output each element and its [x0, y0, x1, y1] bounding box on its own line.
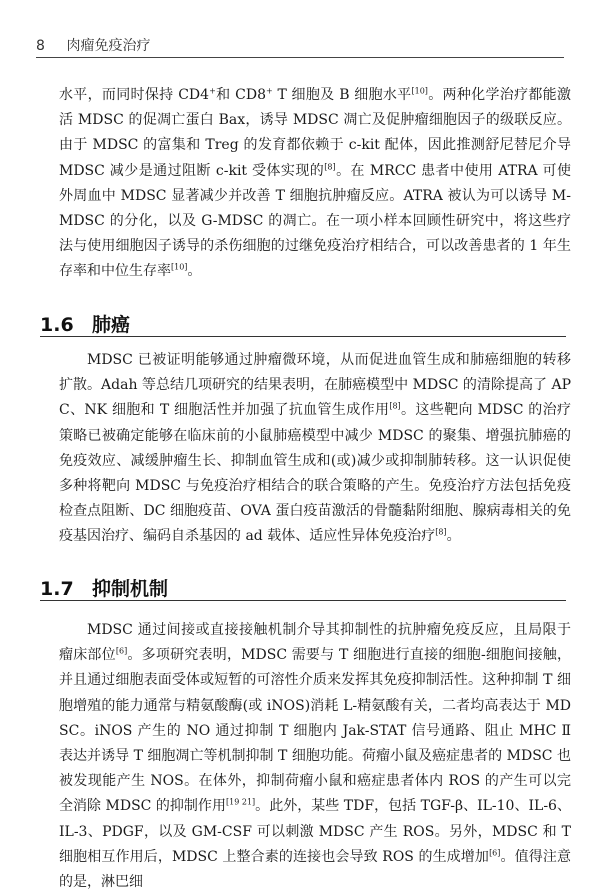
citation-superscript: [8]: [435, 527, 447, 537]
section-number: 1.7: [40, 578, 74, 600]
text-run: T 细胞及 B 细胞水平: [272, 87, 412, 103]
header-divider: [36, 57, 564, 58]
text-run: MDSC 已被证明能够通过肿瘤微环境，从而促进血管生成和肺癌细胞的转移扩散。Adah 等总结几项研究的结果表明，在肺癌模型中 MDSC 的清除提高了 APC、NK 细胞和 T 细胞活性并加强了抗血管生成作用: [59, 352, 571, 419]
section-number: 1.6: [40, 314, 74, 336]
text-run: 。多项研究表明，MDSC 需要与 T 细胞进行直接的细胞-细胞间接触，并且通过细胞表面受体或短暂的可溶性介质来发挥其免疫抑制活性。这种抑制 T 细胞增殖的能力通常与精氨酸酶(或 iNOS)消耗 L-精氨酸有关，二者均高表达于 MDSC。iNOS 产生的 NO 通过抑制 T 细胞内 Jak-STAT 信号通路、阻止 MHC Ⅱ 表达并诱导 T 细胞凋亡等机制抑制 T 细胞功能。荷瘤小鼠及癌症患者的 MDSC 也被发现能产生 NOS。在体外，抑制荷瘤小鼠和癌症患者体内 ROS 的产生可以完全消除 MDSC 的抑制作用: [59, 647, 572, 815]
citation-superscript: +: [209, 86, 216, 96]
book-title: 肉瘤免疫治疗: [66, 38, 151, 54]
section-heading: [40, 574, 560, 601]
citation-superscript: [10]: [171, 262, 188, 272]
section-heading: [40, 310, 560, 337]
citation-superscript: [6]: [115, 646, 128, 656]
citation-superscript: +: [265, 86, 273, 96]
citation-superscript: [8]: [389, 401, 401, 411]
section-divider: [40, 336, 566, 337]
text-run: 。值得注意的是，淋巴细: [59, 848, 572, 891]
text-run: 。两种化学治疗都能激活 MDSC 的促凋亡蛋白 Bax，诱导 MDSC 凋亡及促肿瘤细胞因子的级联反应。由于 MDSC 的富集和 Treg 的发育都依赖于 c-kit 配体，因此推测舒尼替尼介导 MDSC 减少是通过阻断 c-kit 受体实现的: [59, 87, 571, 179]
page-number: 8: [36, 38, 45, 54]
citation-superscript: [8]: [324, 161, 336, 171]
text-run: 水平，而同时保持 CD4: [59, 87, 210, 103]
citation-superscript: [19 21]: [225, 797, 256, 807]
citation-superscript: [6]: [489, 848, 501, 858]
section-title: 抑制机制: [92, 578, 169, 600]
text-run: 。此外，某些 TDF，包括 TGF-β、IL-10、IL-6、IL-3、PDGF，以及 GM-CSF 可以刺激 MDSC 产生 ROS。另外，MDSC 和 T 细胞相互作用后，MDSC 上整合素的连接也会导致 ROS 的生成增加: [59, 798, 571, 865]
text-run: 。在 MRCC 患者中使用 ATRA 可使外周血中 MDSC 显著减少并改善 T 细胞抗肿瘤反应。ATRA 被认为可以诱导 M-MDSC 的分化，以及 G-MDSC 的凋亡。在一项小样本回顾性研究中，将这些疗法与使用细胞因子诱导的杀伤细胞的过继免疫治疗相结合，可以改善患者的 1 年生存率和中位生存率: [59, 162, 572, 280]
text-run: MDSC 通过间接或直接接触机制介导其抑制性的抗肿瘤免疫反应，且局限于瘤床部位: [59, 622, 571, 664]
body-paragraph: [59, 83, 571, 283]
text-run: 和 CD8: [215, 87, 266, 103]
body-paragraph: [59, 348, 571, 554]
running-header: [36, 35, 564, 55]
text-run: 。这些靶向 MDSC 的治疗策略已被确定能够在临床前的小鼠肺癌模型中减少 MDSC 的聚集、增强抗肺癌的免疫效应、减缓肿瘤生长、抑制血管生成和(或)减少或抑制肺转移。这一认识促使多种将靶向 MDSC 与免疫治疗相结合的联合策略的产生。免疫治疗方法包括免疫检查点阻断、DC 细胞疫苗、OVA 蛋白疫苗激活的骨髓黏附细胞、腺病毒相关的免疫基因治疗、编码自杀基因的 ad 载体、适应性异体免疫治疗: [59, 402, 572, 545]
text-run: 。: [187, 263, 202, 280]
body-paragraph: [59, 618, 572, 891]
section-divider: [40, 600, 566, 601]
citation-superscript: [10]: [411, 86, 428, 96]
section-title: 肺癌: [92, 314, 131, 336]
text-run: 。: [446, 528, 461, 545]
